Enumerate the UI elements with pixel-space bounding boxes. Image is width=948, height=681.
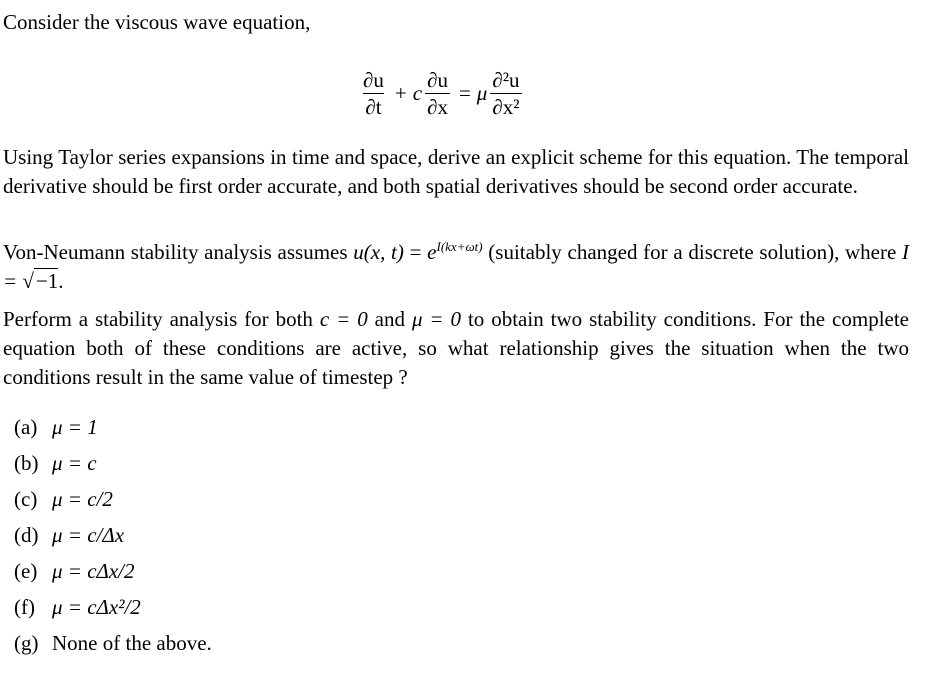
option-label: (b) <box>14 451 39 475</box>
plus-sign: + <box>394 80 407 105</box>
equals-sign: = <box>458 80 471 105</box>
fraction-denominator: ∂t <box>365 94 382 119</box>
viscosity-mu: μ <box>476 80 488 105</box>
intro-text: Consider the viscous wave equation, <box>3 10 311 34</box>
option-label: (d) <box>14 523 39 547</box>
von-neumann-paragraph <box>3 238 909 296</box>
option-f[interactable] <box>14 594 141 620</box>
option-a[interactable] <box>14 414 98 440</box>
fraction-denominator: ∂x² <box>492 94 520 119</box>
question-and: and <box>374 307 405 331</box>
taylor-instructions: Using Taylor series expansions in time and space, derive an explicit scheme for this equation. The temporal derivative should be first order accurate, and both spatial derivatives should be second order accurate. <box>3 145 909 198</box>
option-c[interactable] <box>14 486 113 512</box>
fraction-numerator: ∂u <box>427 67 448 92</box>
fraction-numerator: ∂²u <box>492 67 520 92</box>
fraction-denominator: ∂x <box>427 94 448 119</box>
stability-question <box>3 305 909 392</box>
vn-exponent: I(kx+ωt) <box>436 239 483 254</box>
vn-exp-base: e <box>427 240 437 264</box>
vn-end: . <box>58 269 64 293</box>
vn-middle: (suitably changed for a discrete solution), where <box>488 240 897 264</box>
condition-mu-zero: μ = 0 <box>411 307 462 331</box>
option-b[interactable] <box>14 450 97 476</box>
option-text: μ = c <box>52 451 97 475</box>
option-label: (f) <box>14 595 35 619</box>
vn-prefix: Von-Neumann stability analysis assumes <box>3 240 348 264</box>
du-dx-fraction <box>425 69 450 118</box>
vn-function: u(x, t) <box>353 240 404 264</box>
fraction-numerator: ∂u <box>363 67 384 92</box>
option-label: (g) <box>14 631 39 655</box>
question-part-1: Perform a stability analysis for both <box>3 307 313 331</box>
option-e[interactable] <box>14 558 135 584</box>
sqrt-argument: −1 <box>35 269 59 293</box>
condition-c-zero: c = 0 <box>319 307 368 331</box>
option-text: μ = 1 <box>52 415 98 439</box>
option-g[interactable] <box>14 630 212 656</box>
viscous-wave-equation <box>358 58 525 128</box>
du-dt-fraction <box>361 69 386 118</box>
option-text: μ = cΔx²/2 <box>52 595 141 619</box>
option-text: None of the above. <box>52 631 212 655</box>
option-label: (c) <box>14 487 38 511</box>
question-part-2: to obtain two stability conditions. For the complete equation both of these conditions are active, so what relationship gives the situation when the two conditions result in the same value of timestep ? <box>3 307 910 389</box>
option-text: μ = c/Δx <box>52 523 125 547</box>
option-d[interactable] <box>14 522 124 548</box>
option-text: μ = cΔx/2 <box>52 559 135 583</box>
sqrt-symbol: √ <box>22 269 34 293</box>
vn-equals: = <box>409 240 422 264</box>
option-label: (a) <box>14 415 38 439</box>
vn-i-definition: I = <box>3 240 910 293</box>
option-text: μ = c/2 <box>52 487 113 511</box>
option-label: (e) <box>14 559 38 583</box>
wave-speed-c: c <box>412 80 423 105</box>
d2u-dx2-fraction <box>490 69 521 118</box>
